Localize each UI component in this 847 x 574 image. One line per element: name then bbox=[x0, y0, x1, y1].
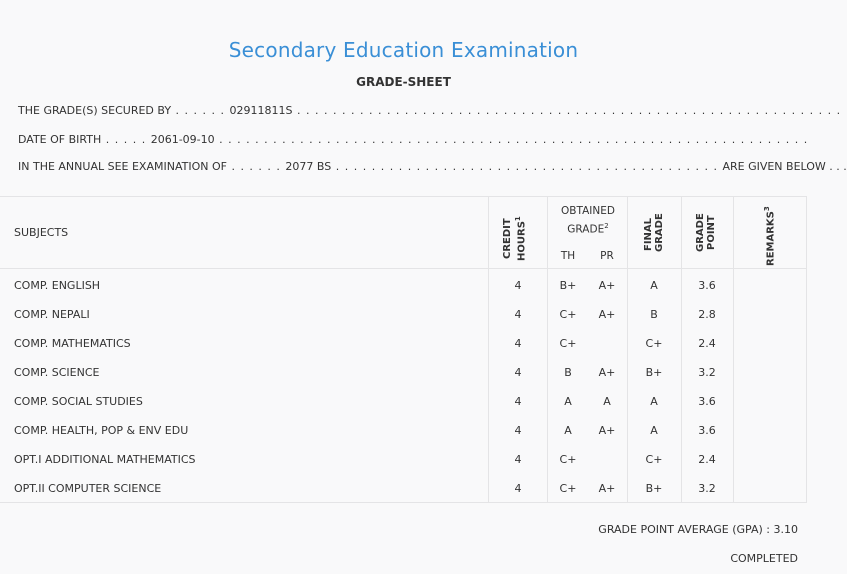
credit-hours-header bbox=[502, 212, 532, 266]
credit-hours-footnote: 1 bbox=[514, 216, 522, 222]
subject-name: COMP. MATHEMATICS bbox=[14, 337, 131, 350]
dob-line: DATE OF BIRTH . . . . . 2061-09-10 . . . . . . . . . . . . . . . . . . . . . . . . . . . . . . . . . . . . . . . . . . . . . . . . . . . . . . . . . . . . . . . . . . bbox=[18, 133, 809, 146]
subject-name: OPT.I ADDITIONAL MATHEMATICS bbox=[14, 453, 196, 466]
exam-year: 2077 BS bbox=[285, 160, 332, 173]
secured-by-line: THE GRADE(S) SECURED BY . . . . . . 02911811S . . . . . . . . . . . . . . . . . . . . . . . . . . . . . . . . . . . . . . . . . . . . . . . . . . . . . . . . . . . . . bbox=[18, 104, 842, 117]
header-divider bbox=[0, 268, 807, 269]
grade-point: 2.8 bbox=[698, 308, 716, 321]
credit-hours: 4 bbox=[514, 482, 522, 495]
subject-name: COMP. HEALTH, POP & ENV EDU bbox=[14, 424, 189, 437]
grade-point: 2.4 bbox=[698, 453, 716, 466]
obtained-grade-header bbox=[549, 204, 627, 238]
table-row bbox=[0, 358, 807, 387]
table-row bbox=[0, 416, 807, 445]
theory-grade: B+ bbox=[559, 279, 577, 292]
grade-point-header: GRADE POINT bbox=[695, 213, 717, 252]
credit-hours: 4 bbox=[514, 453, 522, 466]
subjects-header: SUBJECTS bbox=[14, 226, 69, 239]
final-grade: C+ bbox=[645, 453, 663, 466]
grade-point: 2.4 bbox=[698, 337, 716, 350]
practical-grade: A+ bbox=[598, 308, 616, 321]
final-grade: A bbox=[650, 279, 658, 292]
grade-point: 3.6 bbox=[698, 424, 716, 437]
symbol-number: 02911811S bbox=[229, 104, 293, 117]
secured-by-label: THE GRADE(S) SECURED BY bbox=[18, 104, 172, 117]
given-below: ARE GIVEN BELOW . . . bbox=[722, 160, 847, 173]
practical-grade: A+ bbox=[598, 482, 616, 495]
table-row bbox=[0, 474, 807, 503]
subject-name: COMP. ENGLISH bbox=[14, 279, 101, 292]
remarks-label: REMARKS bbox=[765, 211, 777, 266]
grade-point: 3.6 bbox=[698, 395, 716, 408]
credit-hours: 4 bbox=[514, 337, 522, 350]
subject-name: COMP. SCIENCE bbox=[14, 366, 100, 379]
subject-name: COMP. SOCIAL STUDIES bbox=[14, 395, 143, 408]
theory-grade: B bbox=[564, 366, 572, 379]
th-header: TH bbox=[560, 250, 576, 262]
final-grade-header: FINAL GRADE bbox=[643, 213, 665, 252]
theory-grade: A bbox=[564, 424, 572, 437]
credit-hours: 4 bbox=[514, 279, 522, 292]
practical-grade: A+ bbox=[598, 279, 616, 292]
pr-header: PR bbox=[600, 250, 614, 262]
credit-hours-label: CREDIT HOURS bbox=[502, 218, 528, 262]
final-grade: B bbox=[650, 308, 658, 321]
theory-grade: C+ bbox=[559, 308, 577, 321]
grade-point: 3.2 bbox=[698, 366, 716, 379]
obtained-grade-footnote: 2 bbox=[604, 222, 609, 230]
credit-hours: 4 bbox=[514, 424, 522, 437]
theory-grade: C+ bbox=[559, 337, 577, 350]
practical-grade: A+ bbox=[598, 424, 616, 437]
gpa-summary: GRADE POINT AVERAGE (GPA) : 3.10 bbox=[598, 523, 798, 536]
final-grade: B+ bbox=[645, 482, 663, 495]
final-grade: A bbox=[650, 424, 658, 437]
credit-hours: 4 bbox=[514, 366, 522, 379]
practical-grade: A bbox=[603, 395, 611, 408]
practical-grade: A+ bbox=[598, 366, 616, 379]
credit-hours: 4 bbox=[514, 308, 522, 321]
credit-hours: 4 bbox=[514, 395, 522, 408]
remarks-header bbox=[762, 206, 776, 266]
subject-name: OPT.II COMPUTER SCIENCE bbox=[14, 482, 162, 495]
table-row bbox=[0, 271, 807, 300]
date-of-birth: 2061-09-10 bbox=[150, 133, 215, 146]
table-row bbox=[0, 445, 807, 474]
exam-line: IN THE ANNUAL SEE EXAMINATION OF . . . . . . 2077 BS . . . . . . . . . . . . . . . . . . . . . . . . . . . . . . . . . . . . . . . . . . . ARE GIVEN BELOW . . . bbox=[18, 160, 847, 173]
theory-grade: C+ bbox=[559, 482, 577, 495]
grade-sheet-heading: GRADE-SHEET bbox=[356, 75, 451, 89]
table-border bbox=[0, 196, 807, 197]
obtained-grade-label: OBTAINED GRADE bbox=[561, 205, 615, 236]
result-status: COMPLETED bbox=[730, 552, 798, 565]
table-row bbox=[0, 329, 807, 358]
final-grade: A bbox=[650, 395, 658, 408]
subject-name: COMP. NEPALI bbox=[14, 308, 90, 321]
theory-grade: C+ bbox=[559, 453, 577, 466]
final-grade: C+ bbox=[645, 337, 663, 350]
grade-point: 3.6 bbox=[698, 279, 716, 292]
table-row bbox=[0, 387, 807, 416]
exam-label: IN THE ANNUAL SEE EXAMINATION OF bbox=[18, 160, 227, 173]
grades-table bbox=[0, 196, 807, 503]
grade-point: 3.2 bbox=[698, 482, 716, 495]
remarks-footnote: 3 bbox=[763, 206, 771, 211]
dob-label: DATE OF BIRTH bbox=[18, 133, 102, 146]
table-row bbox=[0, 300, 807, 329]
theory-grade: A bbox=[564, 395, 572, 408]
final-grade: B+ bbox=[645, 366, 663, 379]
exam-title: Secondary Education Examination bbox=[228, 38, 579, 62]
